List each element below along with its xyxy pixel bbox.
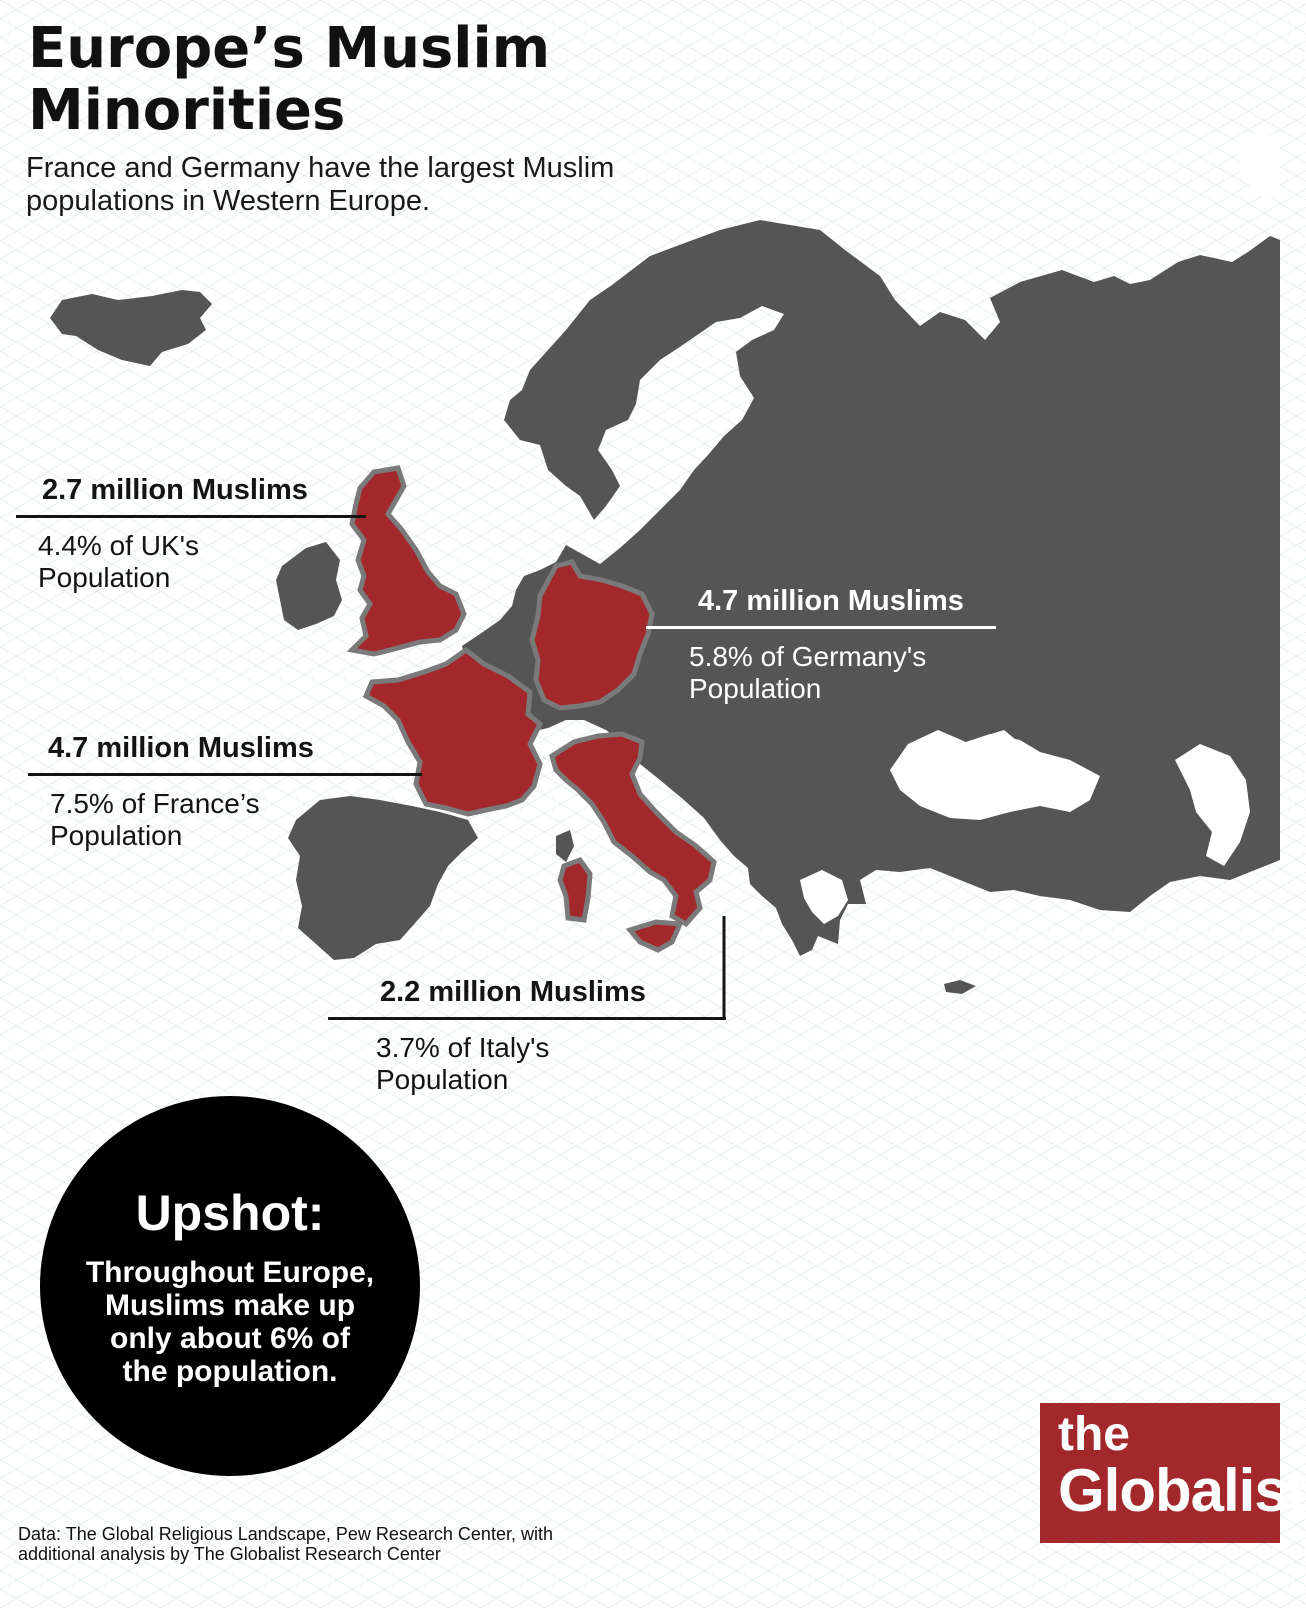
upshot-circle <box>40 1096 420 1476</box>
sicily-highlight <box>630 922 680 950</box>
upshot-heading: Upshot: <box>135 1185 325 1241</box>
france-population-share: 7.5% of France’s Population <box>50 788 260 851</box>
uk-callout <box>16 474 366 594</box>
germany-callout-rule <box>646 626 996 629</box>
logo-line-2: Globalist <box>1058 1457 1306 1524</box>
upshot-text: Throughout Europe, Muslims make up only about 6% of the population. <box>85 1256 375 1388</box>
uk-population-share: 4.4% of UK's Population <box>38 530 199 593</box>
uk-highlight <box>352 468 464 654</box>
uk-callout-rule <box>16 515 366 518</box>
kola-notch <box>1240 132 1280 200</box>
france-callout-rule <box>28 773 422 776</box>
page-subtitle: France and Germany have the largest Muslim populations in Western Europe. <box>26 152 615 217</box>
italy-muslim-count: 2.2 million Muslims <box>380 976 646 1008</box>
france-muslim-count: 4.7 million Muslims <box>48 732 314 764</box>
corsica <box>556 830 574 862</box>
germany-callout <box>646 585 996 705</box>
crete <box>944 980 976 994</box>
italy-callout-rule <box>328 1017 726 1020</box>
globalist-logo <box>1040 1403 1306 1543</box>
france-callout <box>28 732 422 852</box>
logo-line-1: the <box>1058 1408 1130 1461</box>
sardinia-highlight <box>560 860 590 920</box>
iceland <box>50 290 212 366</box>
page-title: Europe’s Muslim Minorities <box>28 16 551 143</box>
germany-muslim-count: 4.7 million Muslims <box>698 585 964 617</box>
italy-callout <box>328 976 726 1096</box>
germany-population-share: 5.8% of Germany's Population <box>689 641 927 704</box>
uk-muslim-count: 2.7 million Muslims <box>42 474 308 506</box>
source-note: Data: The Global Religious Landscape, Pew Research Center, with additional analysis by The Globalist Research Center <box>18 1524 553 1564</box>
italy-population-share: 3.7% of Italy's Population <box>376 1032 550 1095</box>
